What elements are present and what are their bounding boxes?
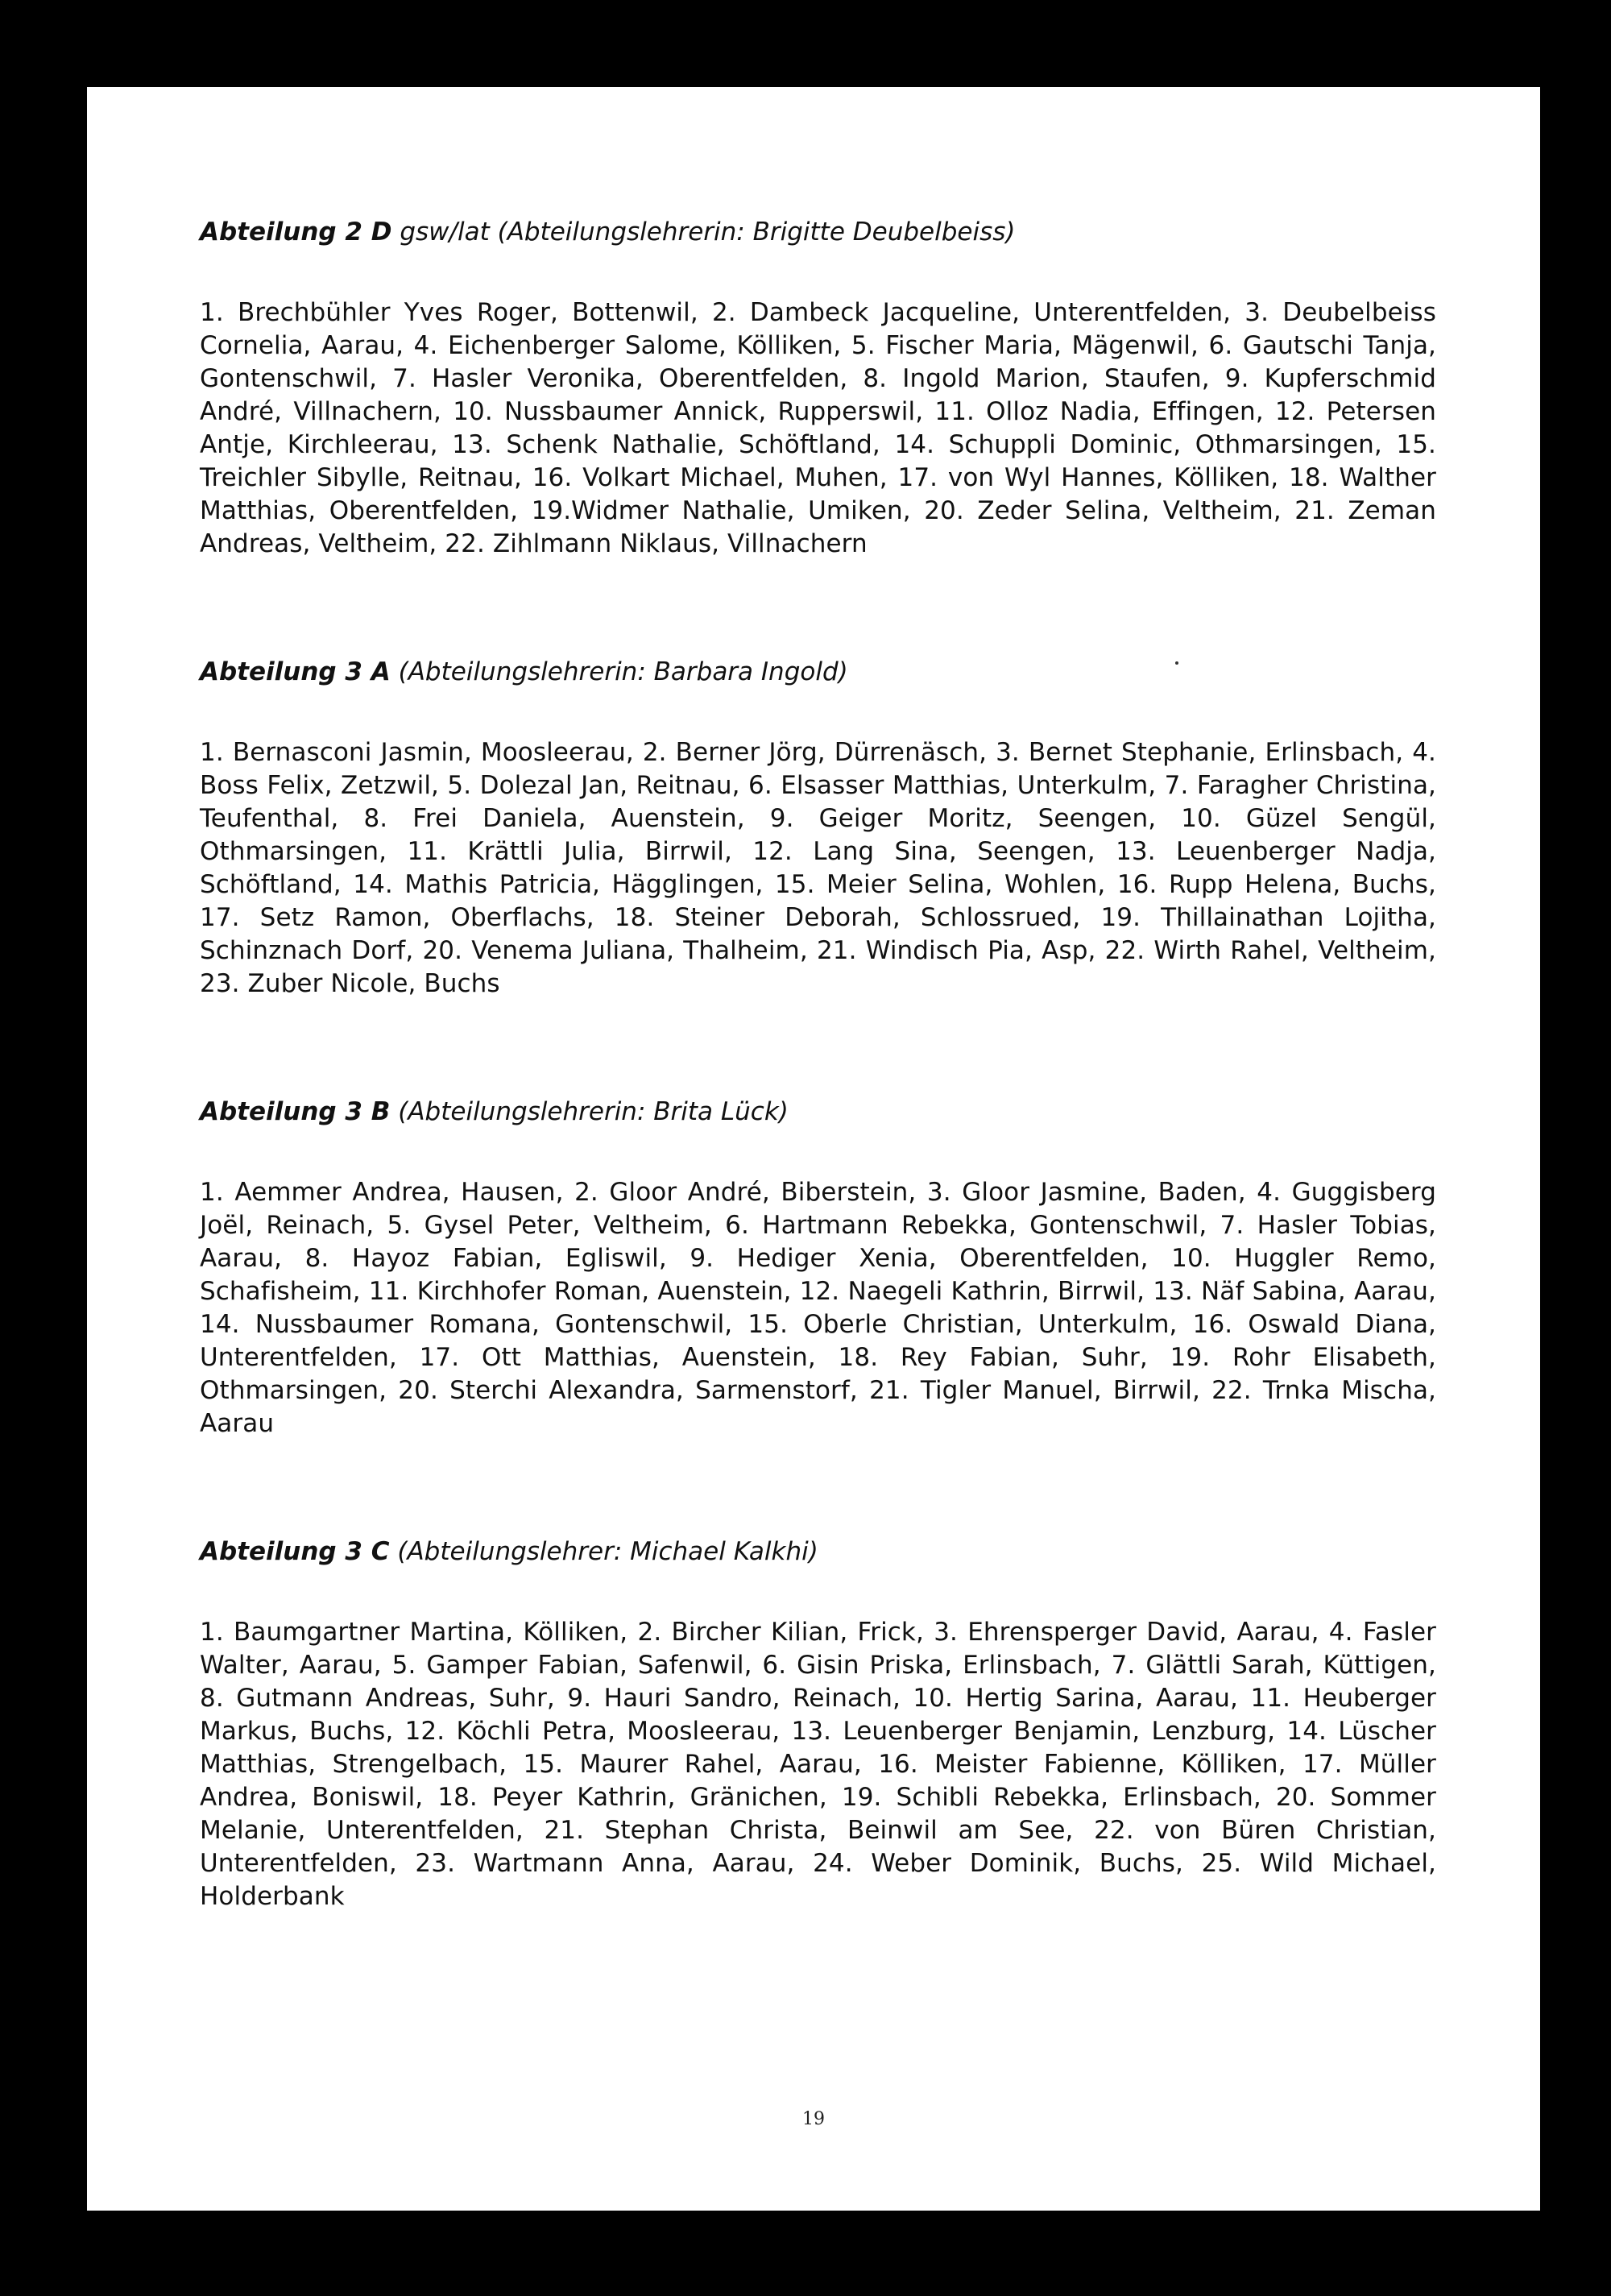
page-number: 19 [802, 2109, 825, 2129]
section-2d [200, 216, 1436, 561]
stray-dot-mark [1175, 661, 1178, 665]
section-subtitle: (Abteilungslehrer: Michael Kalkhi) [389, 1537, 818, 1566]
student-list: 1. Baumgartner Martina, Kölliken, 2. Bircher Kilian, Frick, 3. Ehrensperger David, Aarau, 4. Fasler Walter, Aarau, 5. Gamper Fabian, Safenwil, 6. Gisin Priska, Erlinsbach, 7. Glättli Sarah, Küttigen, 8. Gutmann Andreas, Suhr, 9. Hauri Sandro, Reinach, 10. Hertig Sarina, Aarau, 11. Heuberger Markus, Buchs, 12. Köchli Petra, Moosleerau, 13. Leuenberger Benjamin, Lenzburg, 14. Lüscher Matthias, Strengelbach, 15. Maurer Rahel, Aarau, 16. Meister Fabienne, Kölliken, 17. Müller Andrea, Boniswil, 18. Peyer Kathrin, Gränichen, 19. Schibli Rebekka, Erlinsbach, 20. Sommer Melanie, Unterentfelden, 21. Stephan Christa, Beinwil am See, 22. von Büren Christian, Unterentfelden, 23. Wartmann Anna, Aarau, 24. Weber Dominik, Buchs, 25. Wild Michael, Holderbank [200, 1618, 1436, 1911]
section-heading [200, 216, 1436, 248]
student-list: 1. Aemmer Andrea, Hausen, 2. Gloor André, Biberstein, 3. Gloor Jasmine, Baden, 4. Guggisberg Joël, Reinach, 5. Gysel Peter, Veltheim, 6. Hartmann Rebekka, Gontenschwil, 7. Hasler Tobias, Aarau, 8. Hayoz Fabian, Egliswil, 9. Hediger Xenia, Oberentfelden, 10. Huggler Remo, Schafisheim, 11. Kirchhofer Roman, Auenstein, 12. Naegeli Kathrin, Birrwil, 13. Näf Sabina, Aarau, 14. Nussbaumer Romana, Gontenschwil, 15. Oberle Christian, Unterkulm, 16. Oswald Diana, Unterentfelden, 17. Ott Matthias, Auenstein, 18. Rey Fabian, Suhr, 19. Rohr Elisabeth, Othmarsingen, 20. Sterchi Alexandra, Sarmenstorf, 21. Tigler Manuel, Birrwil, 22. Trnka Mischa, Aarau [200, 1178, 1436, 1438]
document-content [200, 216, 1436, 2008]
student-list: 1. Bernasconi Jasmin, Moosleerau, 2. Berner Jörg, Dürrenäsch, 3. Bernet Stephanie, Erlinsbach, 4. Boss Felix, Zetzwil, 5. Dolezal Jan, Reitnau, 6. Elsasser Matthias, Unterkulm, 7. Faragher Christina, Teufenthal, 8. Frei Daniela, Auenstein, 9. Geiger Moritz, Seengen, 10. Güzel Sengül, Othmarsingen, 11. Krättli Julia, Birrwil, 12. Lang Sina, Seengen, 13. Leuenberger Nadja, Schöftland, 14. Mathis Patricia, Hägglingen, 15. Meier Selina, Wohlen, 16. Rupp Helena, Buchs, 17. Setz Ramon, Oberflachs, 18. Steiner Deborah, Schlossrued, 19. Thillainathan Lojitha, Schinznach Dorf, 20. Venema Juliana, Thalheim, 21. Windisch Pia, Asp, 22. Wirth Rahel, Veltheim, 23. Zuber Nicole, Buchs [200, 738, 1436, 998]
section-title: Abteilung 3 A [200, 657, 391, 686]
section-3a [200, 656, 1436, 1001]
section-heading [200, 656, 1436, 688]
section-3b [200, 1096, 1436, 1440]
student-list: 1. Brechbühler Yves Roger, Bottenwil, 2. Dambeck Jacqueline, Unterentfelden, 3. Deubelbeiss Cornelia, Aarau, 4. Eichenberger Salome, Kölliken, 5. Fischer Maria, Mägenwil, 6. Gautschi Tanja, Gontenschwil, 7. Hasler Veronika, Oberentfelden, 8. Ingold Marion, Staufen, 9. Kupferschmid André, Villnachern, 10. Nussbaumer Annick, Rupperswil, 11. Olloz Nadia, Effingen, 12. Petersen Antje, Kirchleerau, 13. Schenk Nathalie, Schöftland, 14. Schuppli Dominic, Othmarsingen, 15. Treichler Sibylle, Reitnau, 16. Volkart Michael, Muhen, 17. von Wyl Hannes, Kölliken, 18. Walther Matthias, Oberentfelden, 19.Widmer Nathalie, Umiken, 20. Zeder Selina, Veltheim, 21. Zeman Andreas, Veltheim, 22. Zihlmann Niklaus, Villnachern [200, 298, 1436, 558]
section-subtitle: (Abteilungslehrerin: Brita Lück) [390, 1097, 789, 1126]
section-heading [200, 1096, 1436, 1128]
section-title: Abteilung 3 C [200, 1537, 390, 1566]
section-subtitle: (Abteilungslehrerin: Barbara Ingold) [390, 657, 848, 686]
section-3c [200, 1536, 1436, 1913]
section-title: Abteilung 2 D [200, 218, 392, 247]
section-title: Abteilung 3 B [200, 1097, 391, 1126]
section-heading [200, 1536, 1436, 1568]
section-subtitle: gsw/lat (Abteilungslehrerin: Brigitte Deubelbeiss) [391, 218, 1016, 247]
document-page [87, 87, 1540, 2211]
